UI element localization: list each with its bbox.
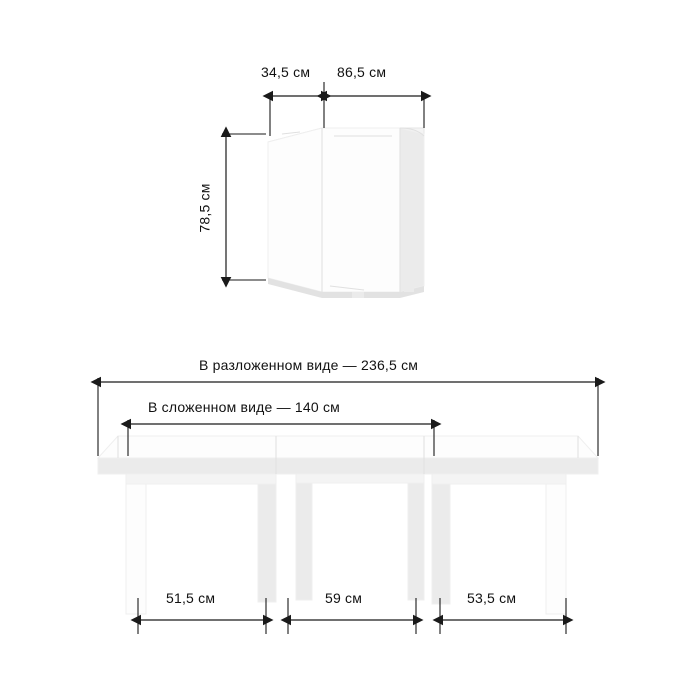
unfolded-dim-total-group <box>98 378 598 456</box>
folded-dim-vertical-group <box>222 134 266 280</box>
dim-label-unfolded-total: В разложенном виде — 236,5 см <box>199 357 419 373</box>
dim-label-segment-right: 53,5 см <box>467 590 517 606</box>
unfolded-dim-folded-group <box>128 420 434 456</box>
dim-label-folded-total: В сложенном виде — 140 см <box>148 399 340 415</box>
folded-dim-horizontal-group <box>270 82 424 136</box>
dim-label-width-top: 86,5 см <box>337 64 387 80</box>
dim-label-height: 78,5 см <box>196 183 213 233</box>
dim-label-depth-left: 34,5 см <box>261 64 311 80</box>
dim-label-segment-center: 59 см <box>325 590 363 606</box>
dim-label-segment-left: 51,5 см <box>166 590 216 606</box>
